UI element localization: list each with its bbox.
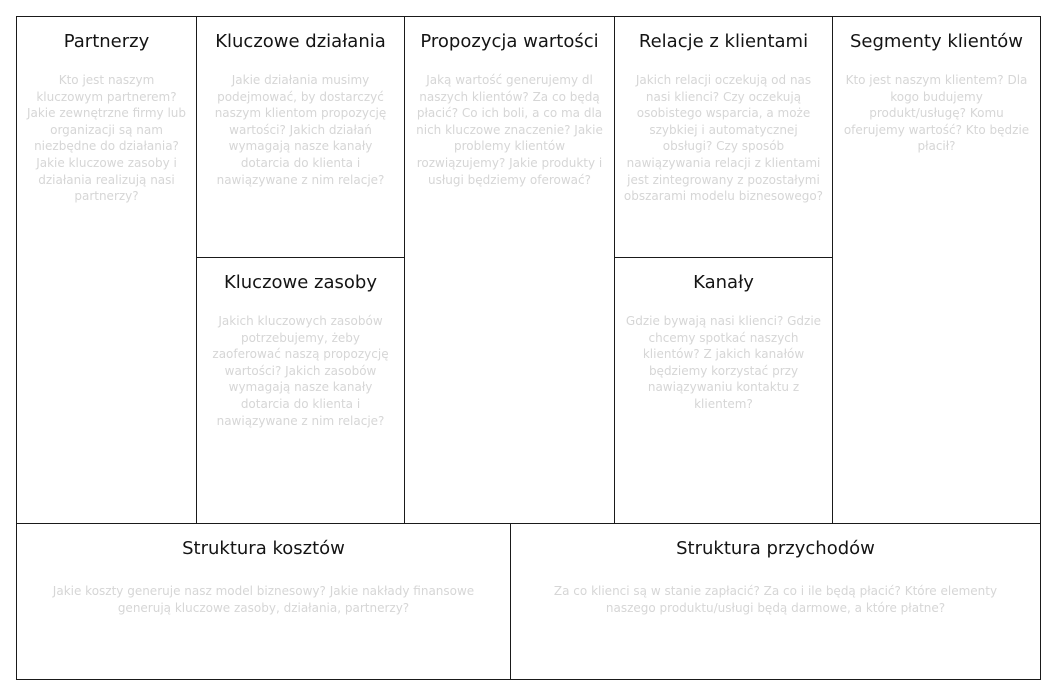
business-model-canvas <box>16 16 1041 680</box>
block-segmenty-klientow <box>833 17 1040 524</box>
block-struktura-przychodow <box>511 524 1040 679</box>
block-description: Kto jest naszym kluczowym partnerem? Jakie zewnętrzne firmy lub organizacji są nam niezbędne do działania? Jakie kluczowe zasoby i działania realizują nasi partnerzy? <box>26 73 187 204</box>
block-relacje-z-klientami <box>615 17 833 258</box>
block-title: Kluczowe działania <box>215 31 386 52</box>
block-title: Struktura przychodów <box>676 538 875 559</box>
block-propozycja-wartosci <box>405 17 615 524</box>
block-description: Za co klienci są w stanie zapłacić? Za co i ile będą płacić? Które elementy naszego produktu/usługi będą darmowe, a które płatne? <box>553 584 998 615</box>
block-struktura-kosztow <box>17 524 511 679</box>
block-title: Propozycja wartości <box>420 31 599 52</box>
block-kanaly <box>615 258 833 524</box>
block-description: Gdzie bywają nasi klienci? Gdzie chcemy spotkać naszych klientów? Z jakich kanałów będziemy korzystać przy nawiązywaniu kontaktu z klientem? <box>625 314 822 411</box>
block-title: Relacje z klientami <box>638 31 809 52</box>
block-title: Partnerzy <box>63 31 150 52</box>
block-kluczowe-dzialania <box>197 17 405 258</box>
block-title: Segmenty klientów <box>849 31 1024 52</box>
block-description: Kto jest naszym klientem? Dla kogo budujemy produkt/usługę? Komu oferujemy wartość? Kto będzie płacił? <box>843 73 1030 154</box>
block-kluczowe-zasoby <box>197 258 405 524</box>
block-description: Jakie działania musimy podejmować, by dostarczyć naszym klientom propozycję wartości? Jakich działań wymagają nasze kanały dotarcia do klienta i nawiązywane z nim relacje? <box>214 73 387 187</box>
block-description: Jaką wartość generujemy dl naszych klientów? Za co będą płacić? Co ich boli, a co ma dla nich kluczowe znaczenie? Jakie problemy klientów rozwiązujemy? Jakie produkty i usługi będziemy oferować? <box>416 73 603 187</box>
block-title: Kanały <box>693 272 754 293</box>
block-description: Jakie koszty generuje nasz model biznesowy? Jakie nakłady finansowe generują kluczowe zasoby, działania, partnerzy? <box>52 584 475 615</box>
block-partnerzy <box>17 17 197 524</box>
block-title: Struktura kosztów <box>182 538 345 559</box>
block-description: Jakich relacji oczekują od nas nasi klienci? Czy oczekują osobistego wsparcia, a może szybkiej i automatycznej obsługi? Czy sposób nawiązywania relacji z klientami jest zintegrowany z pozostałymi obszarami modelu biznesowego? <box>623 73 824 204</box>
block-description: Jakich kluczowych zasobów potrzebujemy, żeby zaoferować naszą propozycję wartości? Jakich zasobów wymagają nasze kanały dotarcia do klienta i nawiązywane z nim relacje? <box>212 314 389 428</box>
block-title: Kluczowe zasoby <box>223 272 378 293</box>
